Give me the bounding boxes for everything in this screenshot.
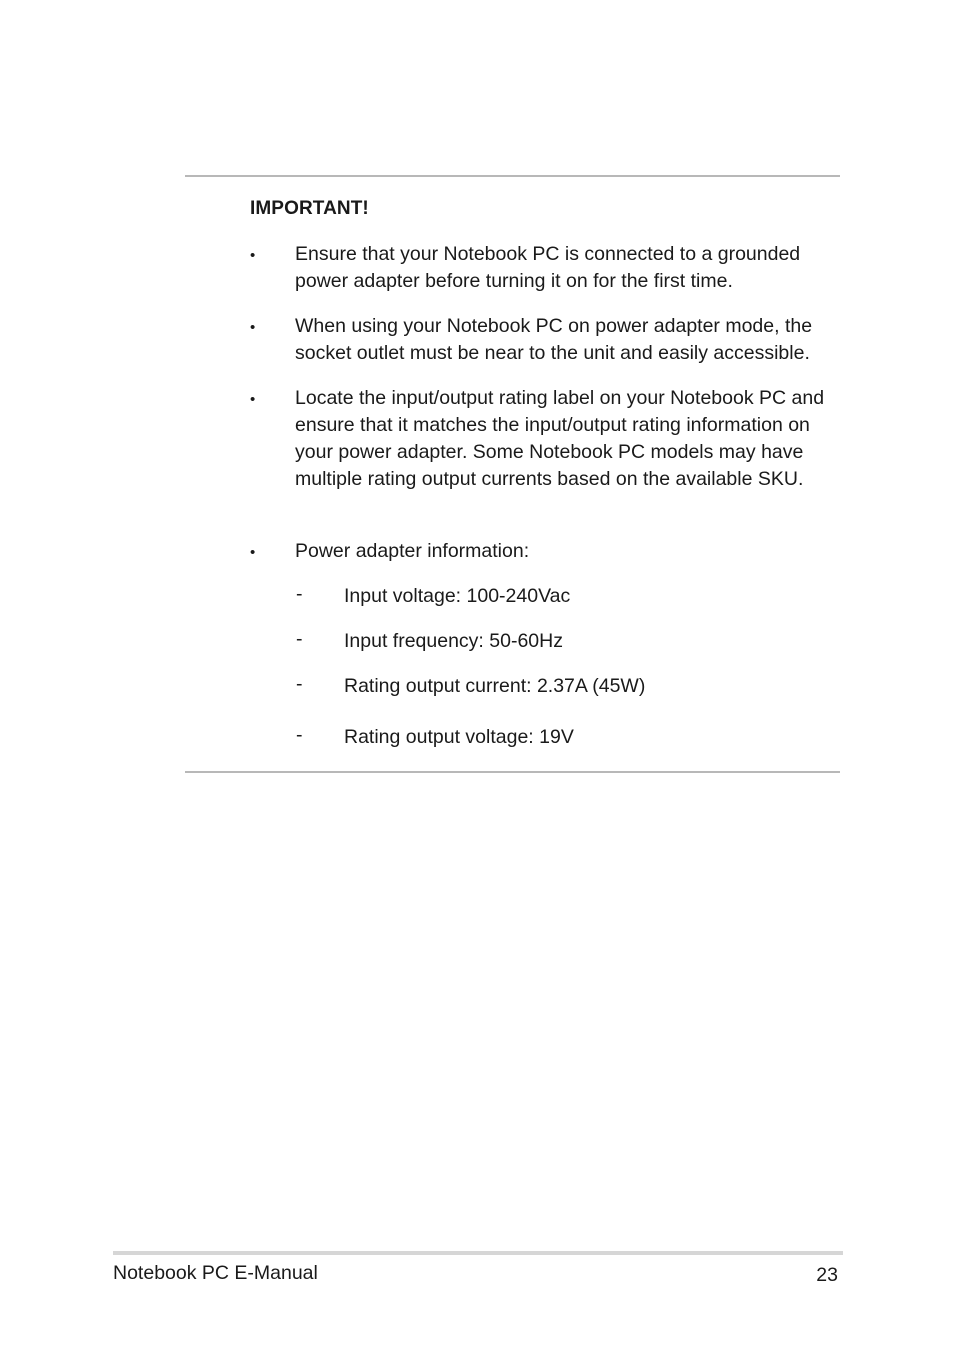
top-divider — [185, 175, 840, 177]
adapter-output-voltage: Rating output voltage: 19V — [344, 726, 574, 748]
adapter-input-frequency: Input frequency: 50-60Hz — [344, 630, 563, 652]
important-heading: IMPORTANT! — [250, 198, 369, 219]
adapter-output-current: Rating output current: 2.37A (45W) — [344, 675, 646, 697]
bullet-1: • — [250, 247, 256, 264]
dash-2: - — [296, 628, 303, 650]
notice-item-3: Locate the input/output rating label on your Notebook PC and ensure that it matches the input/output rating information on your power adapter. Some Notebook PC models may have multiple rating output currents based on the available SKU. — [295, 387, 825, 490]
dash-4: - — [296, 724, 303, 746]
notice-item-4: Power adapter information: — [295, 540, 530, 562]
bottom-divider — [185, 771, 840, 773]
dash-1: - — [296, 583, 303, 605]
bullet-3: • — [250, 391, 256, 408]
adapter-input-voltage: Input voltage: 100-240Vac — [344, 585, 571, 607]
bullet-4: • — [250, 544, 256, 561]
notice-item-2: When using your Notebook PC on power adapter mode, the socket outlet must be near to the unit and easily accessible. — [295, 315, 813, 364]
dash-3: - — [296, 673, 303, 695]
bullet-2: • — [250, 319, 256, 336]
notice-item-1: Ensure that your Notebook PC is connected to a grounded power adapter before turning it on for the first time. — [295, 243, 801, 292]
page-number: 23 — [816, 1264, 838, 1286]
footer-title: Notebook PC E-Manual — [113, 1262, 318, 1284]
footer-divider — [113, 1251, 843, 1255]
